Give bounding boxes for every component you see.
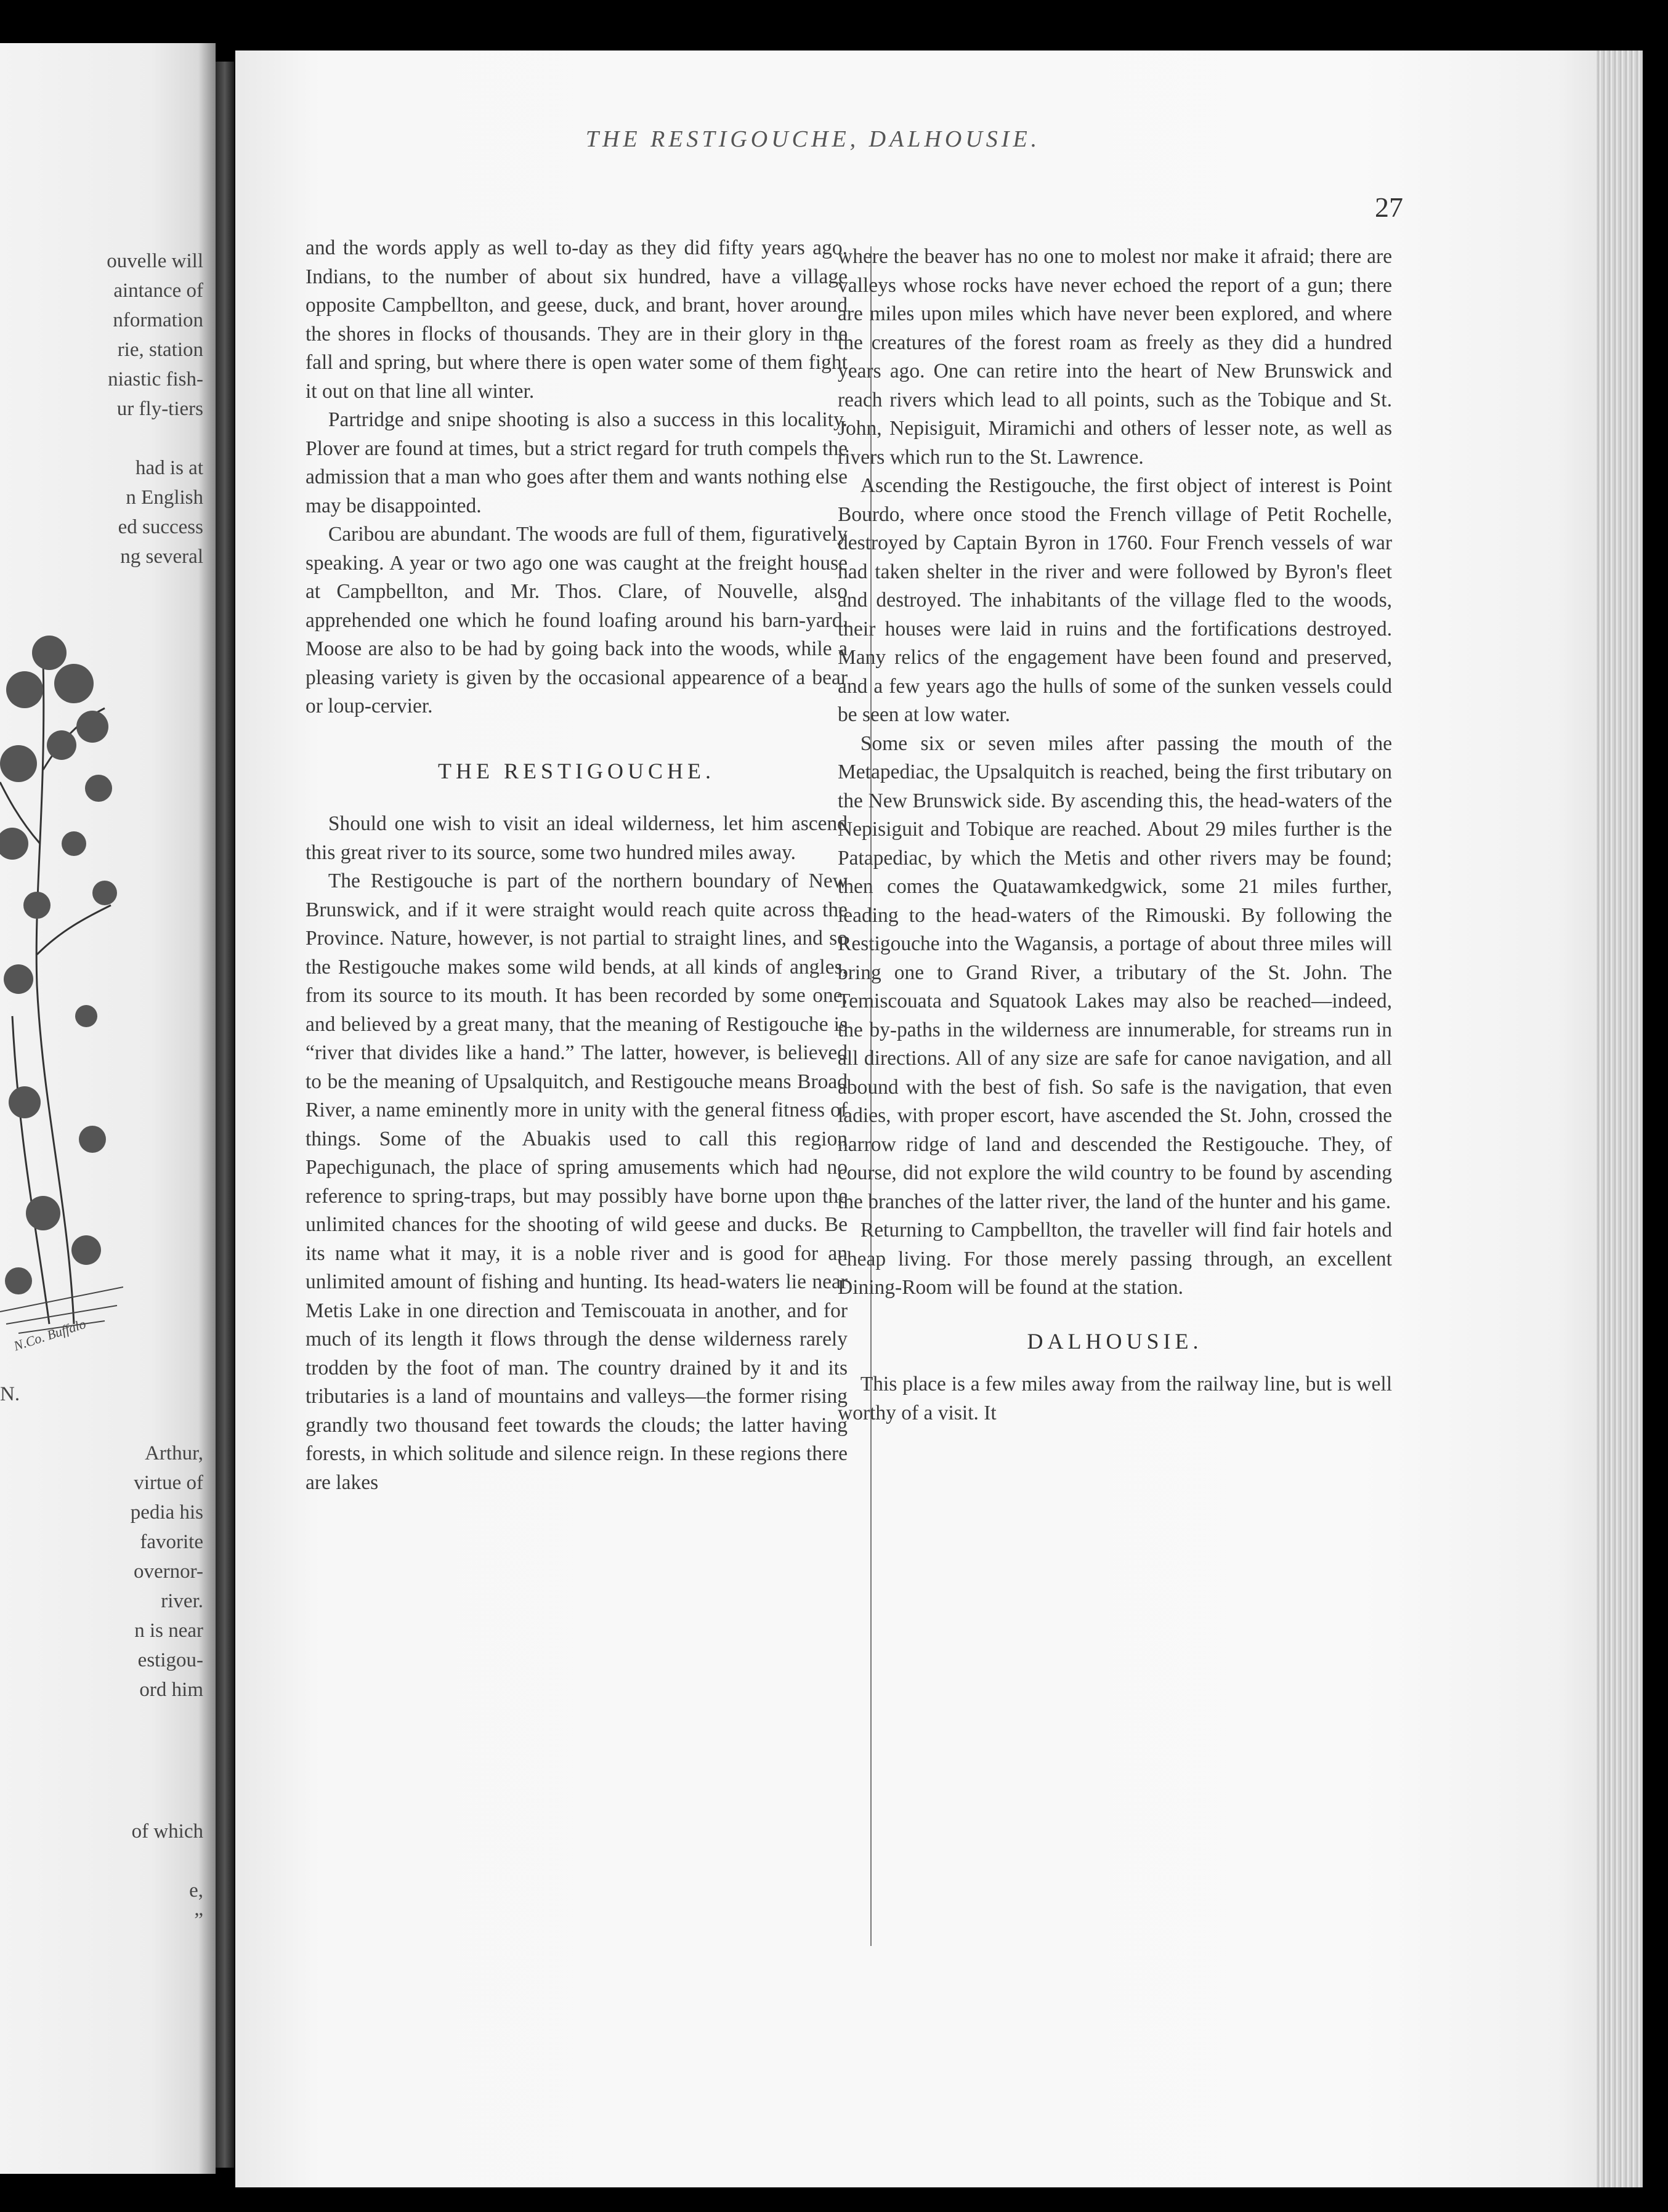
left-page-text-lower (0, 1379, 203, 1705)
tree-illustration (0, 585, 123, 1342)
left-line: ur fly-tiers (116, 398, 203, 420)
left-line: ouvelle will (107, 250, 203, 272)
left-line: river. (161, 1590, 203, 1612)
left-line: ord him (139, 1679, 203, 1701)
left-line: rie, station (117, 339, 203, 361)
paragraph: Ascending the Restigouche, the first object of interest is Point Bourdo, where once stood the French village of Petit Rochelle, destroyed by Captain Byron in 1760. Four French vessels of war had taken shelter in the river and were followed by Byron's fleet and destroyed. The inhabitants of the village fled to the woods, their houses were laid in ruins and the fortifications destroyed. Many relics of the engagement have been found and preserved, and a few years ago the hulls of some of the sunken vessels could be seen at low water. (838, 474, 1392, 726)
paragraph: This place is a few miles away from the railway line, but is well worthy of a visit. It (838, 1373, 1392, 1424)
left-line: aintance of (113, 280, 203, 302)
left-line: ng several (120, 546, 203, 568)
paragraph: Partridge and snipe shooting is also a success in this locality. Plover are found at times, but a strict regard for truth compels the admission that a man who goes after them and wants nothing else may be disappointed. (306, 408, 848, 517)
left-line: of which (131, 1820, 203, 1843)
paragraph: Should one wish to visit an ideal wilderness, let him ascend this great river to its source, some two hundred miles away. (306, 812, 848, 864)
left-line: N. (0, 1383, 20, 1405)
left-page-text (0, 246, 203, 571)
running-head: THE RESTIGOUCHE, DALHOUSIE. (585, 126, 1041, 152)
book-gutter (216, 62, 234, 2168)
left-line: ed success (118, 516, 203, 538)
text-column-left (306, 234, 848, 1497)
left-line: niastic fish- (108, 368, 203, 390)
paragraph: and the words apply as well to-day as they did fifty years ago. Indians, to the number of about six hundred, have a village opposite Campbellton, and geese, duck, and brant, hover around the shores in flocks of thousands. They are in their glory in the fall and spring, but where there is open water some of them fight it out on that line all winter. (306, 236, 848, 403)
illustration-signature: N.Co. Buffalo (11, 1315, 88, 1354)
left-line: n is near (134, 1620, 203, 1642)
left-line: nformation (113, 309, 203, 331)
page-edges (1597, 50, 1643, 2187)
left-line: estigou- (137, 1649, 203, 1671)
section-heading-restigouche: THE RESTIGOUCHE. (438, 758, 715, 783)
page-number: 27 (1375, 192, 1403, 223)
left-line: virtue of (134, 1472, 203, 1494)
paragraph: Caribou are abundant. The woods are full of them, figuratively speaking. A year or two ago one was caught at the freight house at Campbellton, and Mr. Thos. Clare, of Nouvelle, also apprehended one which he found loafing around his barn-yard. Moose are also to be had by going back into the woods, while a pleasing variety is given by the occasional appearence of a bear or loup-cervier. (306, 523, 848, 717)
paragraph: Some six or seven miles after passing the mouth of the Metapediac, the Upsalquitch is reached, being the first tributary on the New Brunswick side. By ascending this, the head-waters of the Nepisiguit and Tobique are reached. About 29 miles further is the Patapediac, by which the Metis and other rivers may be found; then comes the Quatawamkedgwick, some 21 miles further, leading to the head-waters of the Rimouski. By following the Restigouche into the Wagansis, a portage of about three miles will bring one to Grand River, a tributary of the St. John. The Temiscouata and Squatook Lakes may also be reached—indeed, the by-paths in the wilderness are innumerable, for streams run in all directions. All of any size are safe for canoe navigation, and all abound with the best of fish. So safe is the navigation, that even ladies, with proper escort, have ascended the St. John, crossed the narrow ridge of land and descended the Restigouche. They, of course, did not explore the wild country to be found by ascending the branches of the latter river, the land of the hunter and his game. (838, 732, 1392, 1213)
section-heading-dalhousie: DALHOUSIE. (1027, 1328, 1203, 1354)
left-line: e, (189, 1879, 203, 1902)
paragraph: where the beaver has no one to molest nor make it afraid; there are valleys whose rocks have never echoed the report of a gun; there are miles upon miles which have never been explored, and where the creatures of the forest roam as freely as they did a hundred years ago. One can retire into the heart of New Brunswick and reach rivers which lead to all points, such as the Tobique and St. John, Nepisiguit, Miramichi and others of lesser note, as well as rivers which run to the St. Lawrence. (838, 245, 1392, 469)
left-line: Arthur, (145, 1442, 203, 1464)
paragraph: Returning to Campbellton, the traveller will find fair hotels and cheap living. For those merely passing through, an excellent Dining-Room will be found at the station. (838, 1219, 1392, 1299)
left-line: overnor- (134, 1560, 203, 1583)
left-page-text-bottom (0, 1817, 203, 1935)
left-line: had is at (136, 457, 203, 479)
left-line: favorite (140, 1531, 203, 1553)
left-facing-page (0, 43, 216, 2174)
left-line: n English (126, 486, 203, 509)
left-line: ” (194, 1909, 203, 1931)
left-line: pedia his (130, 1501, 203, 1524)
text-column-right (838, 243, 1392, 1427)
paragraph: The Restigouche is part of the northern boundary of New Brunswick, and if it were straight would reach quite across the Province. Nature, however, is not partial to straight lines, and so the Restigouche makes some wild bends, at all kinds of angles, from its source to its mouth. It has been recorded by some one, and believed by a great many, that the meaning of Restigouche is “river that divides like a hand.” The latter, however, is believed to be the meaning of Upsalquitch, and Restigouche means Broad River, a name eminently more in unity with the general fitness of things. Some of the Abuakis used to call this region Papechigunach, the place of spring amusements which had no reference to spring-traps, but may possibly have borne upon the unlimited chances for the shooting of wild geese and ducks. Be its name what it may, it is a noble river and is good for an unlimited amount of fishing and hunting. Its head-waters lie near Metis Lake in one direction and Temiscouata in another, and for much of its length it flows through the dense wilderness rarely trodden by the foot of man. The country drained by it and its tributaries is a land of mountains and valleys—the former rising grandly two thousand feet towards the clouds; the latter having forests, in which solitude and silence reign. In these regions there are lakes (306, 870, 848, 1494)
